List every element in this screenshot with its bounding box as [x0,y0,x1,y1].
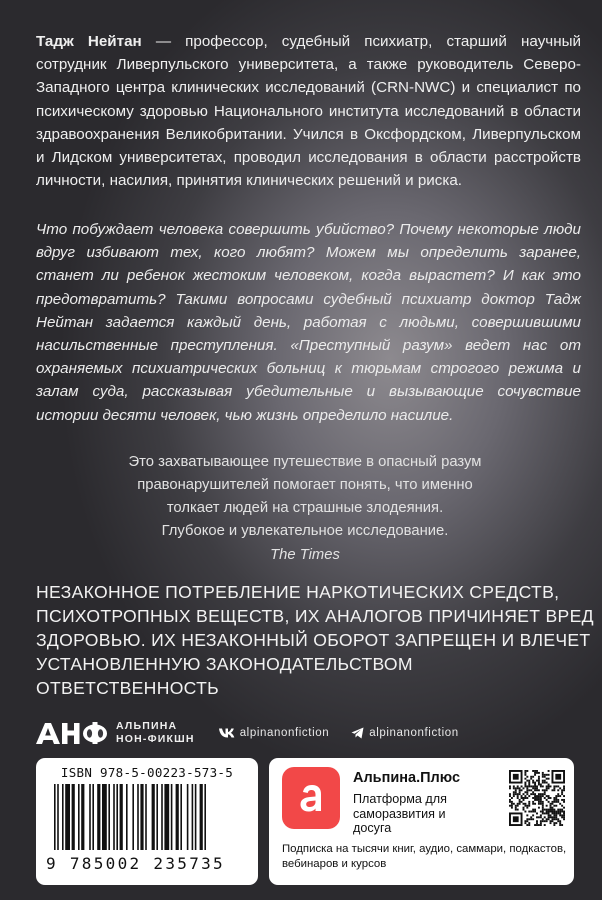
barcode-digits: 9 785002 235735 [46,854,225,873]
vk-handle: alpinanonfiction [239,727,330,739]
qr-code[interactable] [509,770,565,826]
plus-title: Альпина.Плюс [353,770,461,786]
barcode [54,784,242,852]
author-bio [36,30,581,192]
quote-line: Глубокое и увлекательное исследование. [161,523,449,539]
quote-line: правонарушителей помогает понять, что именно [137,477,473,493]
telegram-link[interactable] [351,727,459,739]
drug-warning: НЕЗАКОННОЕ ПОТРЕБЛЕНИЕ НАРКОТИЧЕСКИХ СРЕДСТВ, ПСИХОТРОПНЫХ ВЕЩЕСТВ, ИХ АНАЛОГОВ ПРИЧИНЯЕТ ВРЕД ЗДОРОВЬЮ. ИХ НЕЗАКОННЫЙ ОБОРОТ ЗАПРЕЩЕН И ВЛЕЧЕТ УСТАНОВЛЕННУЮ ЗАКОНОДАТЕЛЬСТВОМ ОТВЕТСТВЕННОСТЬ [36,582,594,698]
alpina-plus-ad [269,758,574,885]
alpina-logo-icon [36,722,110,744]
plus-footer: Подписка на тысячи книг, аудио, саммари, подкастов, вебинаров и курсов [282,843,567,870]
review-quote [70,451,540,567]
alpina-plus-app-icon [282,767,340,829]
author-name: Тадж Нейтан [36,33,142,50]
book-description: Что побуждает человека совершить убийство? Почему некоторые люди вдруг избивают тех, кого любят? Можем мы определить заранее, станет ли ребенок жестоким человеком, когда вырастет? И как это предотвратить? Такими вопросами судебный психиатр доктор Тадж Нейтан задается каждый день, работая с людьми, совершившими насильственные преступления. «Преступный разум» ведет нас от охраняемых психиатрических больниц к тюрьмам строгого режима и залам суда, рассказывая убедительные и вызывающие сочувствие истории десяти человек, чью жизнь определило насилие. [36,221,581,424]
publisher-name-line1: АЛЬПИНА [116,720,178,732]
publisher-name [116,720,195,746]
quote-line: толкает людей на страшные злодеяния. [166,500,444,516]
telegram-icon [351,727,364,739]
publisher-row [36,715,576,751]
isbn-label: ISBN 978-5-00223-573-5 [60,765,234,780]
isbn-barcode-box [36,758,258,885]
quote-source: The Times [270,547,340,563]
quote-line: Это захватывающее путешествие в опасный разум [128,454,482,470]
vk-icon [219,728,235,738]
vk-link[interactable] [219,727,330,739]
publisher-name-line2: НОН-ФИКШН [116,733,195,745]
telegram-handle: alpinanonfiction [369,727,459,739]
author-bio-text: — профессор, судебный психиатр, старший научный сотрудник Ливерпульского университета, а также руководитель Северо-Западного центра клинических исследований (CRN-NWC) и специалист по психическому здоровью Национального института исследований в области здравоохранения Великобритании. Учился в Оксфордском, Ливерпульском и Лидском университетах, проводил исследования в области расстройств личности, насилия, принятия клинических решений и риска. [36,33,581,190]
plus-subtitle: Платформа для саморазвития и досуга [353,792,447,835]
